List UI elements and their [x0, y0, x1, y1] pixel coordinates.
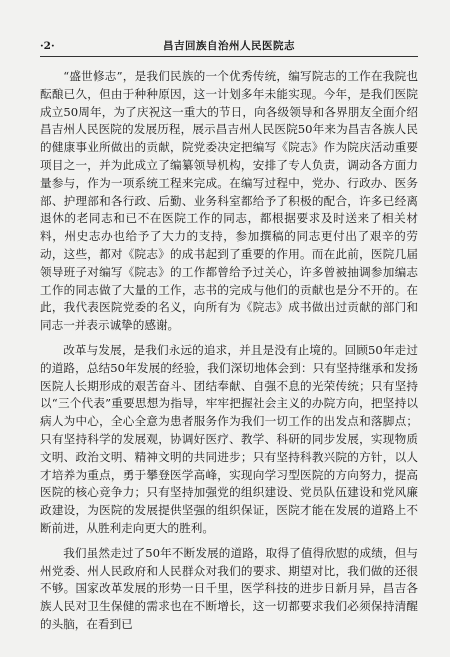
header-rule: [40, 56, 418, 57]
page-number: ·2·: [40, 40, 55, 52]
paragraph: “盛世修志”，是我们民族的一个优秀传统，编写院志的工作在我院也酝酿已久，但由于种种原因，这一计划多年未能实现。今年，是我们医院成立50周年，为了庆祝这一重大的节日，向各级领导和各界朋友全面介绍昌吉州人民医院的发展历程，展示昌吉州人民医院50年来为昌吉各族人民的健康事业所做出的贡献，院党委决定把编写《院志》作为院庆活动重要项目之一，并为此成立了编纂领导机构，安排了专人负责，调动各方面力量参与，作为一项系统工程来完成。在编写过程中，党办、行政办、医务部、护理部和各行政、后勤、业务科室都给予了积极的配合，许多已经离退休的老同志和已不在医院工作的同志，都根据要求及时送来了相关材料，州史志办也给予了大力的支持，参加撰稿的同志更付出了艰辛的劳动，这些，都对《院志》的成书起到了重要的作用。而在此前，医院几届领导班子对编写《院志》的工作都曾给予过关心，许多曾被抽调参加编志工作的同志做了大量的工作，志书的完成与他们的贡献也是分不开的。在此，我代表医院党委的名义，向所有为《院志》成书做出过贡献的部门和同志一并表示诚挚的感谢。: [40, 69, 418, 333]
running-title: 昌吉回族自治州人民医院志: [163, 40, 295, 52]
paragraph: 改革与发展，是我们永远的追求，并且是没有止境的。回顾50年走过的道路，总结50年发展的经验，我们深切地体会到：只有坚持继承和发扬医院人长期形成的艰苦奋斗、团结奉献、自强不息的光荣传统；只有坚持以“三个代表”重要思想为指导，牢牢把握社会主义的办院方向，把坚持以病人为中心，全心全意为患者服务作为我们一切工作的出发点和落脚点；只有坚持科学的发展观，协调好医疗、教学、科研的同步发展，实现物质文明、政治文明、精神文明的共同进步；只有坚持科教兴院的方针，以人才培养为重点，勇于攀登医学高峰，实现向学习型医院的方向努力，提高医院的核心竞争力；只有坚持加强党的组织建设、党员队伍建设和党风廉政建设，为医院的发展提供坚强的组织保证，医院才能在发展的道路上不断前进，从胜利走向更大的胜利。: [40, 342, 418, 535]
page-header: [40, 38, 418, 54]
paragraph: 我们虽然走过了50年不断发展的道路，取得了值得欣慰的成绩，但与州党委、州人民政府和人民群众对我们的要求、期望对比，我们做的还很不够。国家改革发展的形势一日千里，医学科技的进步日新月异，昌吉各族人民对卫生保健的需求也在不断增长，这一切都要求我们必须保持清醒的头脑，在看到已: [40, 545, 418, 631]
body-text: [40, 68, 418, 652]
